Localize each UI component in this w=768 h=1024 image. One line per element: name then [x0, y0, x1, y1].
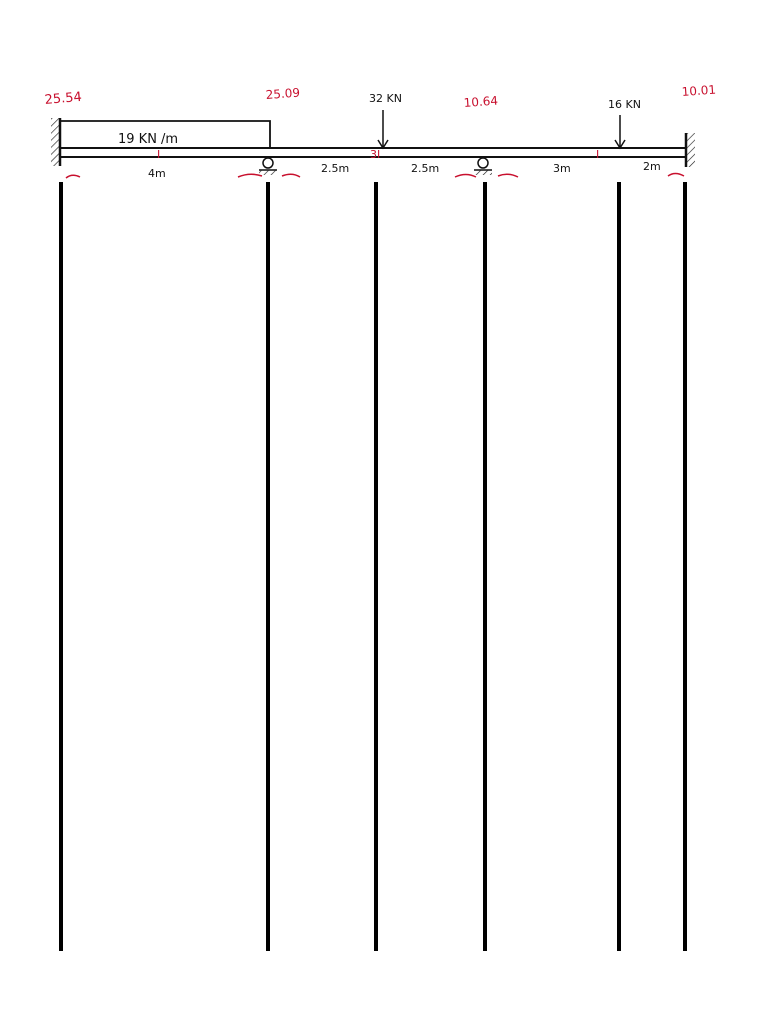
- point-load-label-32: 32 KN: [369, 92, 402, 105]
- left-fixed-support-hatch: [51, 118, 60, 166]
- span-label-2: 2.5m: [321, 162, 350, 175]
- section-mark-2: 3I: [370, 148, 381, 161]
- udl-label: 19 KN /m: [118, 132, 179, 147]
- roller-support-b-hatch: [259, 170, 277, 175]
- roller-support-c-pin: [478, 158, 488, 168]
- moment-right-fixed: 10.01: [681, 82, 717, 99]
- moment-left-fixed: 25.54: [44, 89, 83, 108]
- moment-support-b: 25.09: [265, 85, 301, 102]
- right-end-red-mark: [668, 174, 684, 177]
- span-label-1: 4m: [148, 167, 166, 180]
- section-mark-1: I: [157, 148, 161, 161]
- right-fixed-support-hatch: [686, 133, 695, 167]
- span-label-4: 3m: [553, 162, 571, 175]
- span-label-5: 2m: [643, 160, 661, 173]
- roller-support-c-hatch: [474, 170, 492, 175]
- point-load-label-16: 16 KN: [608, 98, 641, 111]
- roller-support-b-pin: [263, 158, 273, 168]
- section-mark-3: I: [596, 148, 600, 161]
- moment-support-c: 10.64: [463, 93, 499, 110]
- span-label-3: 2.5m: [411, 162, 440, 175]
- left-end-red-mark: [66, 175, 80, 178]
